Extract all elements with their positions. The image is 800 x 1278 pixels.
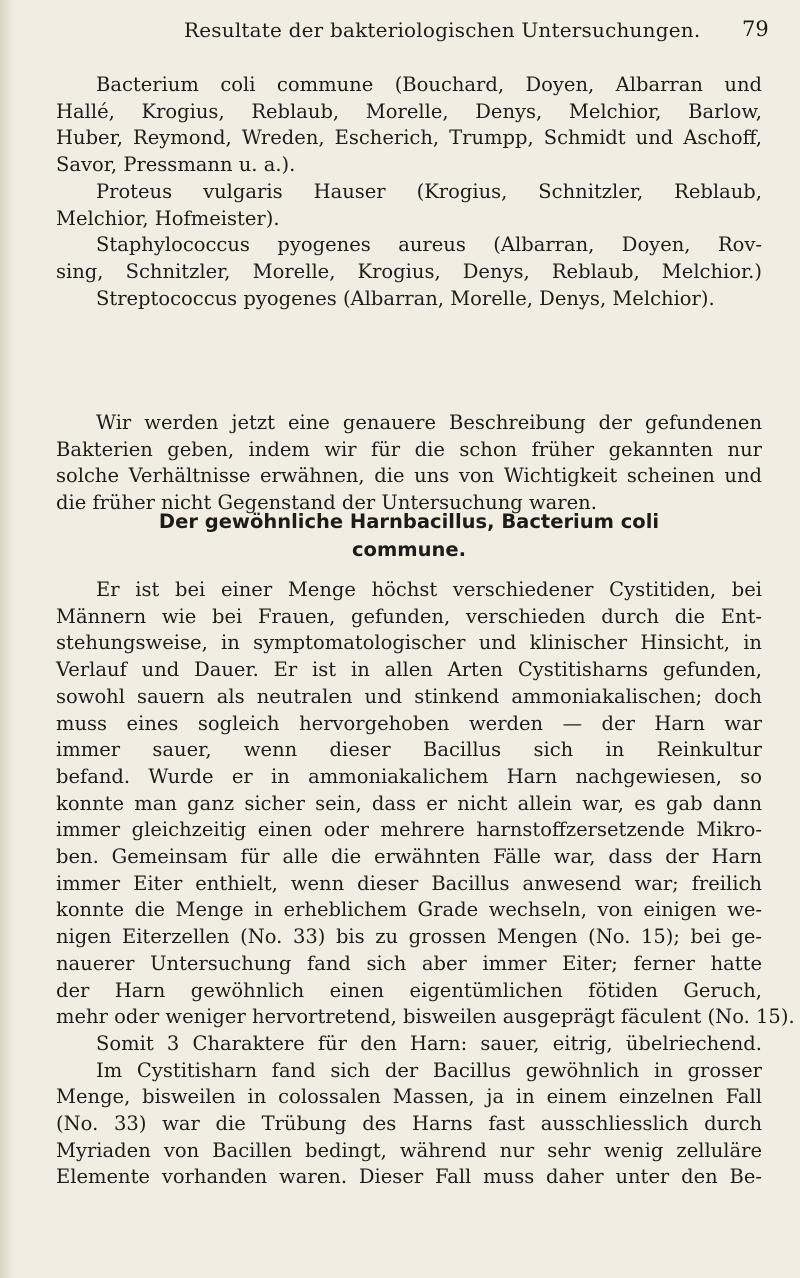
paragraph-line: Elemente vorhanden waren. Dieser Fall muss daher unter den Be-: [56, 1165, 762, 1189]
intro-paragraph: [56, 410, 762, 517]
paragraph-line: immer gleichzeitig einen oder mehrere harnstoffzersetzende Mikro-: [56, 818, 762, 842]
species-list-line: Streptococcus pyogenes (Albarran, Morelle, Denys, Melchior).: [96, 286, 715, 310]
species-list-line: Staphylococcus pyogenes aureus (Albarran, Doyen, Rov-: [96, 233, 762, 257]
paragraph-line: nigen Eiterzellen (No. 33) bis zu grossen Mengen (No. 15); bei ge-: [56, 925, 762, 949]
paragraph-line: Bakterien geben, indem wir für die schon früher gekannten nur: [56, 437, 762, 461]
paragraph-line: mehr oder weniger hervortretend, bisweilen ausgeprägt fäculent (No. 15).: [56, 1005, 795, 1029]
paragraph-line: solche Verhältnisse erwähnen, die uns von Wichtigkeit scheinen und: [56, 464, 762, 488]
body-paragraph: [56, 577, 795, 1191]
running-head: Resultate der bakteriologischen Untersuchungen.: [184, 18, 701, 42]
paragraph-line: Verlauf und Dauer. Er ist in allen Arten Cystitisharns gefunden,: [56, 658, 762, 682]
paragraph-line: Myriaden von Bacillen bedingt, während nur sehr wenig zelluläre: [56, 1138, 762, 1162]
paragraph-line: sowohl sauern als neutralen und stinkend ammoniakalischen; doch: [56, 684, 762, 708]
paragraph-line: Männern wie bei Frauen, gefunden, verschieden durch die Ent-: [56, 604, 762, 628]
paragraph-line: Menge, bisweilen in colossalen Massen, ja in einem einzelnen Fall: [56, 1085, 762, 1109]
paragraph-line: Er ist bei einer Menge höchst verschiedener Cystitiden, bei: [96, 578, 762, 601]
species-list-line: Bacterium coli commune (Bouchard, Doyen, Albarran und: [96, 73, 762, 96]
paragraph-line: nauerer Untersuchung fand sich aber immer Eiter; ferner hatte: [56, 951, 762, 975]
paragraph-line: muss eines sogleich hervorgehoben werden — der Harn war: [56, 711, 762, 735]
paragraph-line: befand. Wurde er in ammoniakalichem Harn nachgewiesen, so: [56, 764, 762, 788]
species-list-line: Melchior, Hofmeister).: [56, 206, 280, 230]
species-list-line: Huber, Reymond, Wreden, Escherich, Trumpp, Schmidt und Aschoff,: [56, 126, 762, 150]
species-list-line: Savor, Pressmann u. a.).: [56, 153, 296, 177]
paragraph-line: Somit 3 Charaktere für den Harn: sauer, eitrig, übelriechend.: [96, 1031, 762, 1055]
paragraph-line: der Harn gewöhnlich einen eigentümlichen fötiden Geruch,: [56, 978, 762, 1002]
species-list: [56, 72, 762, 312]
section-heading: Der gewöhnliche Harnbacillus, Bacterium coli: [158, 510, 660, 533]
species-list-line: Proteus vulgaris Hauser (Krogius, Schnitzler, Reblaub,: [96, 179, 762, 203]
paragraph-line: ben. Gemeinsam für alle die erwähnten Fälle war, dass der Harn: [56, 845, 762, 869]
paragraph-line: Im Cystitisharn fand sich der Bacillus gewöhnlich in grosser: [96, 1058, 762, 1082]
paragraph-line: konnte die Menge in erheblichem Grade wechseln, von einigen we-: [56, 898, 762, 922]
section-heading-continued: commune.: [352, 538, 466, 561]
species-list-line: sing, Schnitzler, Morelle, Krogius, Denys, Reblaub, Melchior.): [56, 259, 762, 283]
paragraph-line: immer sauer, wenn dieser Bacillus sich in Reinkultur: [56, 738, 762, 762]
paragraph-line: (No. 33) war die Trübung des Harns fast ausschliesslich durch: [56, 1112, 762, 1136]
paragraph-line: immer Eiter enthielt, wenn dieser Bacillus anwesend war; freilich: [56, 871, 762, 895]
page-edge-shadow: [0, 0, 14, 1278]
paragraph-line: die früher nicht Gegenstand der Untersuchung waren.: [56, 491, 597, 515]
species-list-line: Hallé, Krogius, Reblaub, Morelle, Denys, Melchior, Barlow,: [56, 99, 762, 123]
paragraph-line: Wir werden jetzt eine genauere Beschreibung der gefundenen: [96, 411, 762, 434]
paragraph-line: konnte man ganz sicher sein, dass er nicht allein war, es gab dann: [56, 791, 762, 815]
page-number: 79: [742, 17, 769, 41]
paragraph-line: stehungsweise, in symptomatologischer und klinischer Hinsicht, in: [56, 631, 762, 655]
